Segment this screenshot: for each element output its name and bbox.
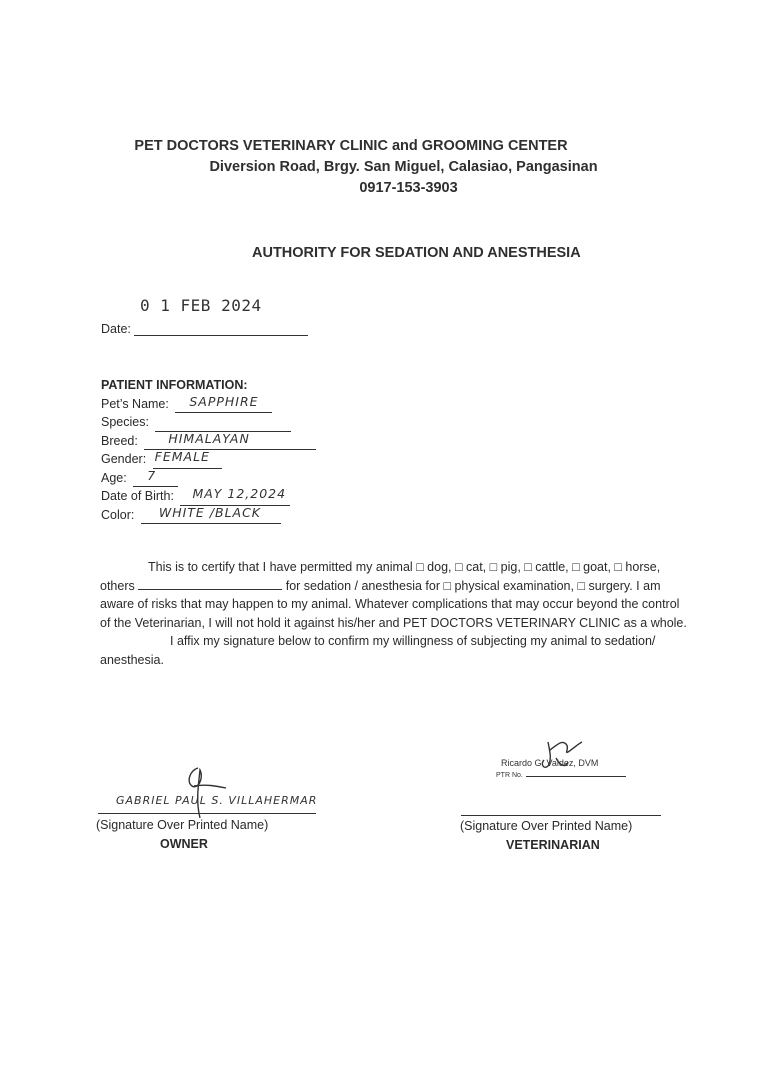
vet-ptr	[496, 772, 626, 779]
patient-info-heading: PATIENT INFORMATION:	[101, 378, 248, 392]
gender-row	[101, 450, 316, 469]
breed-label: Breed:	[101, 433, 138, 448]
consent-text-b: for sedation / anesthesia for □ physical examination, □ surgery. I am aware of risks that may happen to my animal. Whatever complications that may occur beyond the control of the Veterinarian, I will not hold it against his/her and PET DOCTORS VETERINARY CLINIC as a whole.	[100, 578, 687, 630]
consent-statement	[100, 558, 690, 669]
owner-caption: (Signature Over Printed Name)	[96, 818, 269, 832]
date-field	[101, 322, 308, 336]
vet-printed-name: Ricardo G. Valdez, DVM	[501, 758, 599, 768]
gender-line	[153, 449, 222, 469]
color-line	[141, 504, 281, 524]
vet-role: VETERINARIAN	[506, 838, 600, 852]
consent-paragraph-2: I affix my signature below to confirm my willingness of subjecting my animal to sedation/ anesthesia.	[100, 634, 656, 667]
consent-paragraph-1	[100, 558, 690, 632]
age-label: Age:	[101, 470, 127, 485]
color-label: Color:	[101, 507, 135, 522]
ptr-label: PTR No.	[496, 772, 523, 779]
clinic-header	[0, 136, 762, 199]
owner-signature-line	[98, 813, 316, 814]
ptr-line	[526, 776, 626, 777]
others-blank	[138, 577, 282, 590]
consent-text-a: This is to certify that I have permitted my animal □ dog, □ cat, □ pig, □ cattle, □ goat, □ horse, others	[100, 560, 661, 593]
gender-value: FEMALE	[154, 449, 210, 464]
pet-name-line	[175, 393, 272, 413]
owner-signature	[176, 760, 236, 820]
pet-name-value: SAPPHIRE	[189, 393, 259, 409]
pet-name-label: Pet’s Name:	[101, 396, 169, 411]
gender-label: Gender:	[101, 452, 147, 466]
age-value: 7	[147, 467, 157, 483]
color-value: WHITE /BLACK	[158, 504, 262, 520]
date-label: Date:	[101, 322, 131, 336]
age-line	[133, 467, 178, 487]
owner-role: OWNER	[160, 837, 208, 851]
species-label: Species:	[101, 415, 149, 429]
owner-printed-name: GABRIEL PAUL S. VILLAHERMAR	[116, 794, 318, 807]
clinic-name: PET DOCTORS VETERINARY CLINIC and GROOMING CENTER	[134, 138, 568, 154]
date-stamp: 0 1 FEB 2024	[140, 296, 262, 315]
breed-value: HIMALAYAN	[168, 430, 250, 446]
dob-value: MAY 12,2024	[192, 486, 287, 501]
patient-information	[101, 376, 316, 524]
vet-signature-line	[461, 815, 661, 816]
dob-label: Date of Birth:	[101, 489, 174, 503]
clinic-address: Diversion Road, Brgy. San Miguel, Calasiao, Pangasinan	[209, 159, 598, 175]
form-title: AUTHORITY FOR SEDATION AND ANESTHESIA	[252, 245, 581, 261]
date-line	[134, 323, 308, 336]
vet-caption: (Signature Over Printed Name)	[460, 819, 633, 833]
pet-name-row	[101, 395, 316, 414]
color-row	[101, 506, 316, 525]
clinic-phone: 0917-153-3903	[359, 180, 458, 196]
